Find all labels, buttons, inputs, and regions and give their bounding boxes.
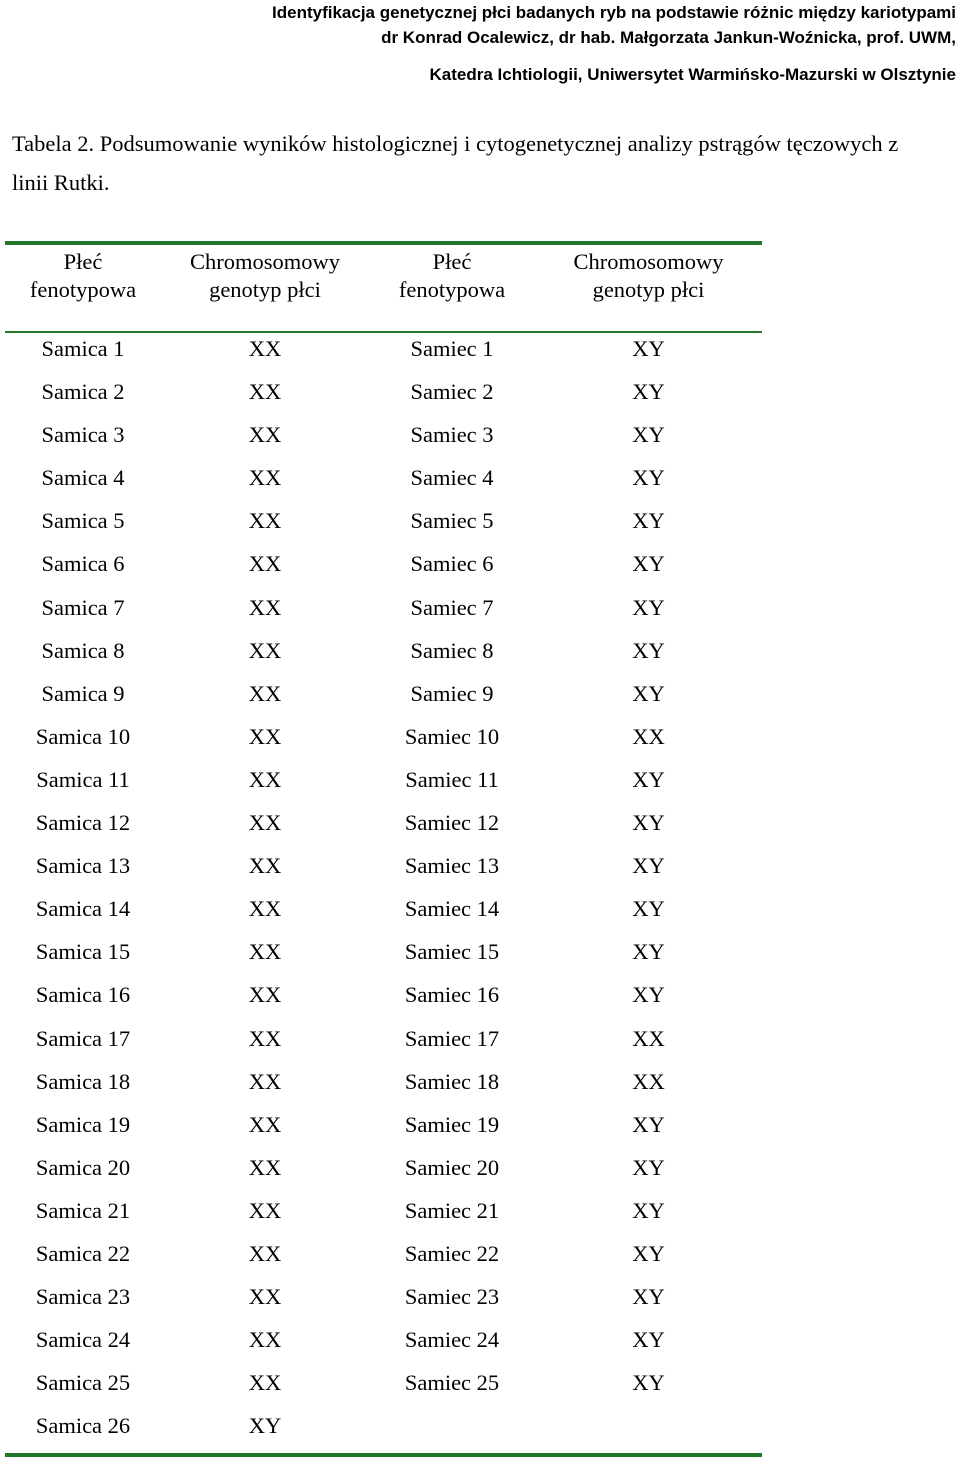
male-genotype-cell: XY: [632, 1240, 665, 1266]
male-id-cell: Samiec 1: [410, 336, 494, 361]
male-genotype-cell: XY: [632, 637, 665, 663]
female-genotype-cell: XX: [248, 1111, 282, 1137]
table-body: [5, 331, 762, 1451]
male-id-cell: Samiec 12: [404, 810, 500, 836]
male-genotype-cell: XY: [632, 1154, 665, 1180]
female-genotype-cell: XX: [248, 896, 282, 922]
table-row: [5, 1107, 762, 1150]
male-genotype-cell: XY: [632, 766, 665, 792]
female-genotype-cell: XX: [248, 766, 282, 792]
table-row: [5, 1064, 762, 1107]
male-id-cell: Samiec 2: [410, 379, 494, 405]
male-id-cell: Samiec 8: [410, 637, 494, 663]
male-id-cell: Samiec 22: [404, 1240, 500, 1266]
female-id-cell: Samica 12: [35, 810, 131, 836]
female-id-cell: Samica 9: [41, 680, 125, 706]
female-id-cell: Samica 20: [35, 1154, 131, 1180]
header-affiliation: Katedra Ichtiologii, Uniwersytet Warmińsko-Mazurski w Olsztynie: [429, 65, 956, 84]
female-genotype-cell: XX: [248, 379, 282, 405]
table-row: [5, 977, 762, 1020]
male-genotype-cell: XY: [632, 1284, 665, 1310]
female-genotype-cell: XX: [248, 723, 282, 749]
male-genotype-cell: XY: [632, 551, 665, 577]
table-row: [5, 633, 762, 676]
male-genotype-cell: XX: [632, 1068, 665, 1094]
table-row: [5, 934, 762, 977]
female-id-cell: Samica 13: [35, 853, 131, 879]
female-genotype-cell: XX: [248, 465, 282, 491]
table-row: [5, 1322, 762, 1365]
female-genotype-cell: XX: [248, 1154, 282, 1180]
table-row: [5, 374, 762, 417]
male-id-cell: Samiec 6: [410, 551, 494, 577]
male-genotype-cell: XY: [632, 853, 665, 879]
male-genotype-cell: XY: [632, 680, 665, 706]
female-genotype-cell: XX: [248, 1284, 282, 1310]
female-id-cell: Samica 6: [41, 551, 125, 577]
female-id-cell: Samica 10: [35, 723, 131, 749]
female-id-cell: Samica 18: [35, 1068, 131, 1094]
female-genotype-cell: XX: [248, 982, 282, 1008]
header-cell-phenotypic-sex-2: Płeć fenotypowa: [398, 249, 506, 302]
female-genotype-cell: XX: [248, 810, 282, 836]
male-genotype-cell: XY: [632, 465, 665, 491]
document-header: [272, 0, 956, 87]
female-genotype-cell: XX: [248, 1370, 282, 1396]
male-genotype-cell: XY: [632, 810, 665, 836]
male-genotype-cell: XY: [632, 1327, 665, 1353]
female-id-cell: Samica 19: [35, 1111, 131, 1137]
female-id-cell: Samica 22: [35, 1240, 131, 1266]
table-row: [5, 1193, 762, 1236]
male-id-cell: Samiec 9: [410, 680, 494, 706]
table-caption: Tabela 2. Podsumowanie wyników histologicznej i cytogenetycznej analizy pstrągów tęczowych z linii Rutki.: [12, 131, 899, 195]
table-top-rule: [5, 241, 762, 245]
female-id-cell: Samica 4: [41, 465, 125, 491]
table-row: [5, 460, 762, 503]
male-genotype-cell: XY: [632, 1370, 665, 1396]
table-row: [5, 1408, 762, 1451]
female-id-cell: Samica 1: [41, 336, 125, 361]
female-id-cell: Samica 7: [41, 594, 125, 620]
male-id-cell: Samiec 13: [404, 853, 500, 879]
table-row: [5, 1236, 762, 1279]
female-genotype-cell: XX: [248, 1068, 282, 1094]
table-bottom-rule: [5, 1453, 762, 1457]
table-row: [5, 719, 762, 762]
female-genotype-cell: XX: [248, 508, 282, 534]
male-id-cell: Samiec 10: [404, 723, 500, 749]
male-id-cell: Samiec 18: [404, 1068, 500, 1094]
table-row: [5, 805, 762, 848]
table-row: [5, 331, 762, 374]
female-id-cell: Samica 3: [41, 422, 125, 448]
male-id-cell: Samiec 24: [404, 1327, 500, 1353]
male-genotype-cell: XY: [632, 336, 665, 361]
table-row: [5, 1021, 762, 1064]
female-genotype-cell: XX: [248, 422, 282, 448]
female-genotype-cell: XX: [248, 1240, 282, 1266]
male-id-cell: Samiec 17: [404, 1025, 500, 1051]
header-cell-phenotypic-sex-1: Płeć fenotypowa: [29, 249, 137, 302]
table-row: [5, 1279, 762, 1322]
male-id-cell: Samiec 23: [404, 1284, 500, 1310]
male-id-cell: Samiec 14: [404, 896, 500, 922]
header-title: Identyfikacja genetycznej płci badanych ryb na podstawie różnic między kariotypami: [272, 3, 956, 22]
table-row: [5, 1150, 762, 1193]
female-id-cell: Samica 8: [41, 637, 125, 663]
header-cell-genotype-2: Chromosomowy genotyp płci: [573, 249, 724, 302]
female-id-cell: Samica 23: [35, 1284, 131, 1310]
male-genotype-cell: XY: [632, 1197, 665, 1223]
female-id-cell: Samica 16: [35, 982, 131, 1008]
male-id-cell: Samiec 7: [410, 594, 494, 620]
female-genotype-cell: XX: [248, 1197, 282, 1223]
female-genotype-cell: XX: [248, 1025, 282, 1051]
male-id-cell: Samiec 20: [404, 1154, 500, 1180]
male-id-cell: Samiec 5: [410, 508, 494, 534]
male-genotype-cell: XX: [632, 1025, 665, 1051]
female-genotype-cell: XX: [248, 336, 282, 361]
table-row: [5, 503, 762, 546]
female-genotype-cell: XX: [248, 939, 282, 965]
female-genotype-cell: XX: [248, 637, 282, 663]
table-row: [5, 1365, 762, 1408]
male-id-cell: Samiec 25: [404, 1370, 500, 1396]
male-genotype-cell: XY: [632, 939, 665, 965]
male-genotype-cell: XX: [632, 723, 665, 749]
female-id-cell: Samica 15: [35, 939, 131, 965]
female-genotype-cell: XY: [248, 1413, 282, 1439]
male-id-cell: Samiec 15: [404, 939, 500, 965]
male-id-cell: Samiec 19: [404, 1111, 500, 1137]
table-row: [5, 891, 762, 934]
female-id-cell: Samica 26: [35, 1413, 131, 1439]
male-id-cell: Samiec 4: [410, 465, 494, 491]
table-row: [5, 546, 762, 589]
male-id-cell: Samiec 16: [404, 982, 500, 1008]
female-genotype-cell: XX: [248, 1327, 282, 1353]
male-genotype-cell: XY: [632, 594, 665, 620]
female-id-cell: Samica 24: [35, 1327, 131, 1353]
table-row: [5, 590, 762, 633]
header-authors: dr Konrad Ocalewicz, dr hab. Małgorzata Jankun-Woźnicka, prof. UWM,: [381, 28, 956, 47]
female-id-cell: Samica 21: [35, 1197, 131, 1223]
male-genotype-cell: [535, 1408, 762, 1451]
male-id-cell: Samiec 11: [405, 766, 499, 792]
male-genotype-cell: XY: [632, 982, 665, 1008]
female-genotype-cell: XX: [248, 853, 282, 879]
female-genotype-cell: XX: [248, 594, 282, 620]
table-row: [5, 848, 762, 891]
male-genotype-cell: XY: [632, 896, 665, 922]
male-genotype-cell: XY: [632, 1111, 665, 1137]
male-id-cell: [369, 1408, 535, 1451]
table-row: [5, 762, 762, 805]
table-header-row: [5, 247, 762, 304]
male-id-cell: Samiec 3: [410, 422, 494, 448]
header-cell-genotype-1: Chromosomowy genotyp płci: [189, 249, 340, 302]
female-id-cell: Samica 25: [35, 1370, 131, 1396]
male-genotype-cell: XY: [632, 508, 665, 534]
female-id-cell: Samica 14: [35, 896, 131, 922]
female-id-cell: Samica 2: [41, 379, 125, 405]
table-row: [5, 676, 762, 719]
male-id-cell: Samiec 21: [404, 1197, 500, 1223]
table-row: [5, 417, 762, 460]
male-genotype-cell: XY: [632, 422, 665, 448]
female-id-cell: Samica 5: [41, 508, 125, 534]
male-genotype-cell: XY: [632, 379, 665, 405]
female-id-cell: Samica 17: [35, 1025, 131, 1051]
female-genotype-cell: XX: [248, 551, 282, 577]
female-id-cell: Samica 11: [36, 766, 130, 792]
female-genotype-cell: XX: [248, 680, 282, 706]
